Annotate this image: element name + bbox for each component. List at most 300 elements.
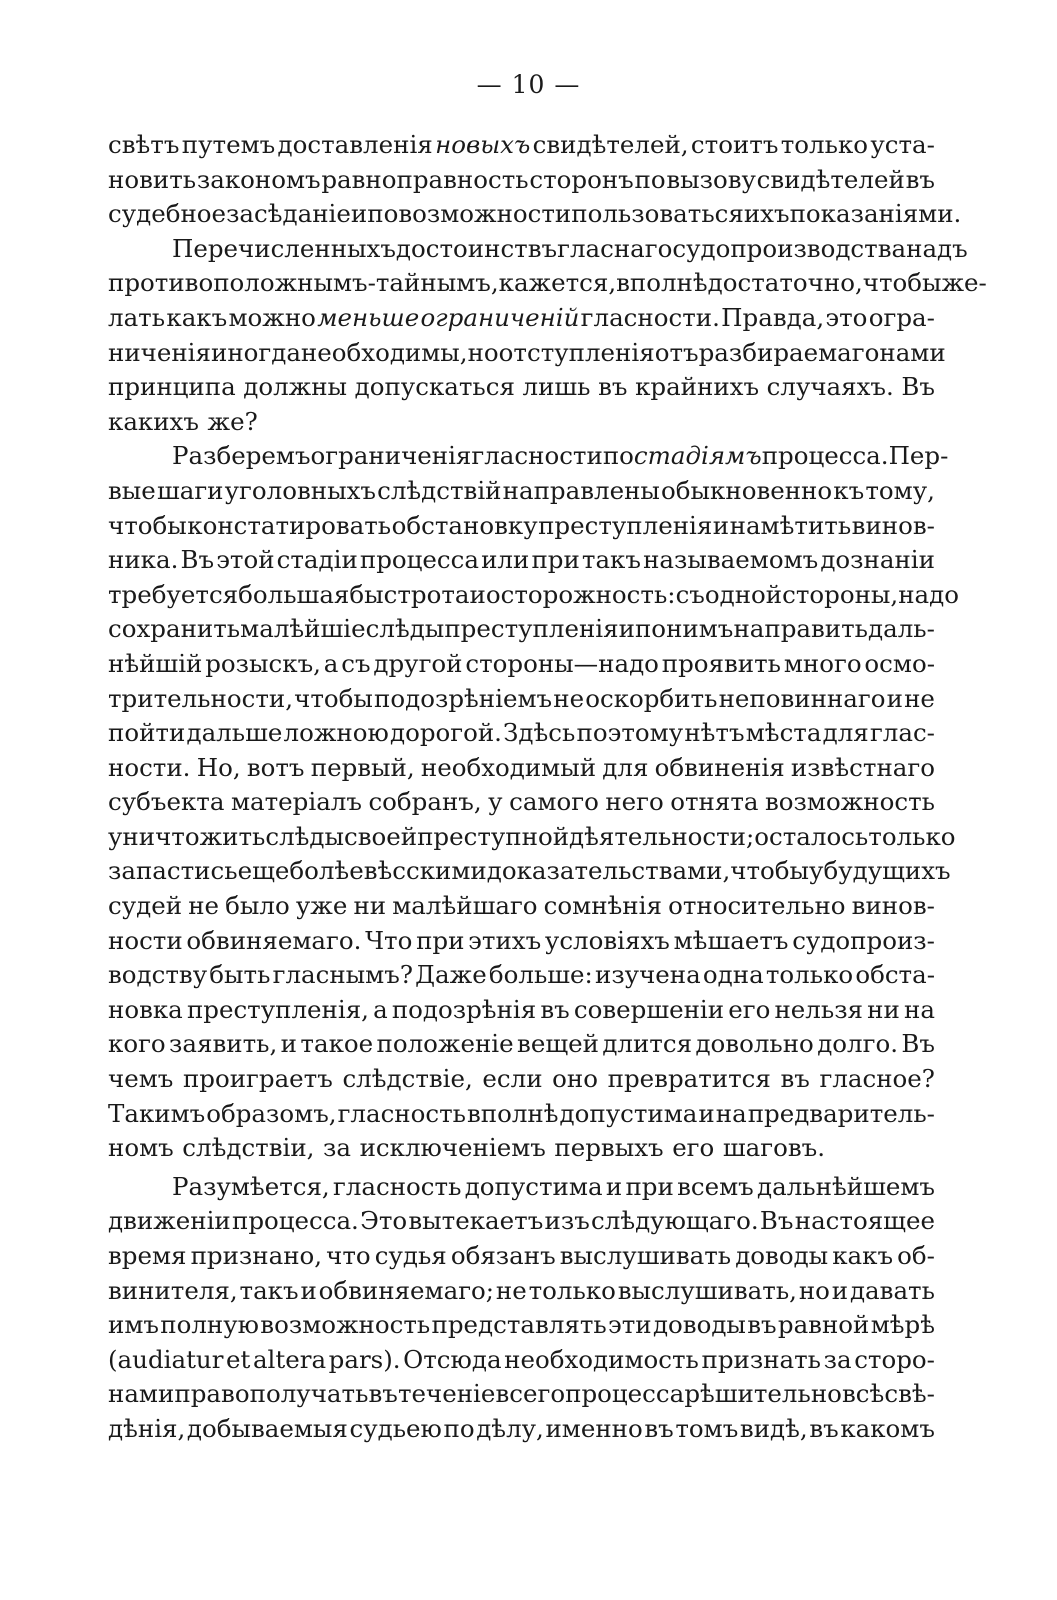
word: Пер-: [888, 441, 949, 471]
word: сомнѣнія: [543, 891, 662, 921]
word: долго.: [817, 1029, 898, 1059]
word: ложною: [283, 718, 389, 748]
word: свѣ-: [884, 1379, 935, 1409]
word: давать: [849, 1275, 935, 1305]
text-line: [108, 612, 935, 647]
word: и: [350, 199, 368, 229]
word: номъ: [108, 1133, 174, 1163]
word: свидѣтелей,: [532, 130, 689, 159]
word: изучена: [594, 960, 701, 990]
word: имъ: [108, 1310, 159, 1340]
word: для: [822, 718, 869, 748]
word: нельзя: [774, 994, 864, 1024]
word: равноправность: [321, 164, 529, 194]
word: преступленія,: [186, 994, 369, 1024]
text-line: [108, 474, 935, 509]
word: въ: [747, 1310, 777, 1340]
word: такъ: [581, 545, 641, 575]
word: винов-: [851, 510, 935, 540]
word: чтобы: [294, 683, 373, 713]
word: Это: [360, 1206, 408, 1236]
word: только: [780, 130, 869, 159]
word: тому,: [865, 475, 935, 505]
word: поэтому: [576, 718, 684, 748]
word: этой: [216, 545, 275, 575]
word: ности.: [108, 752, 191, 782]
word: какъ: [166, 302, 228, 332]
word: лишь: [522, 372, 591, 402]
word: доказательствами,: [486, 856, 731, 886]
word: ограниченія: [310, 441, 472, 471]
word: относительно: [668, 891, 846, 921]
word: право: [174, 1379, 250, 1409]
word: проиграетъ: [182, 1064, 333, 1094]
word: доставленія: [277, 130, 433, 159]
word: Разумѣется,: [172, 1171, 330, 1201]
word: съ: [675, 579, 705, 609]
word: судей: [108, 891, 183, 921]
text-line: [108, 1308, 935, 1343]
word: можно: [228, 302, 316, 332]
word: представлять: [431, 1310, 607, 1340]
word: только: [765, 960, 854, 990]
word: гласное?: [819, 1064, 935, 1094]
word: видѣ,: [739, 1413, 808, 1443]
word: въ: [780, 1064, 810, 1094]
word: преступленія: [538, 510, 713, 540]
word: новить: [108, 164, 197, 194]
word: одна: [702, 960, 764, 990]
word: было: [225, 891, 290, 921]
word: его: [672, 1133, 715, 1163]
word: засѣданіе: [226, 199, 351, 229]
word: дознаніи: [820, 545, 935, 575]
word: на: [715, 1098, 747, 1128]
word: судопроизводства: [672, 233, 907, 263]
word: процесса.: [761, 441, 889, 471]
word: ни: [867, 994, 900, 1024]
text-line: [108, 370, 935, 405]
word: крайнихъ: [635, 372, 760, 402]
word: Разберемъ: [172, 441, 311, 471]
word: надъ: [906, 233, 968, 263]
word: слѣды: [365, 614, 445, 644]
word: свидѣтелей: [756, 164, 905, 194]
word: требуется: [108, 579, 239, 609]
word: чтобы: [108, 510, 187, 540]
word: условіяхъ: [544, 925, 670, 955]
word: по: [367, 199, 399, 229]
text-line: [108, 751, 935, 786]
italic-word: новыхъ: [435, 130, 531, 159]
word: обыкновенно: [661, 475, 833, 505]
text-line: [108, 163, 935, 198]
word: малѣйшаго: [392, 891, 538, 921]
text-line: [108, 1204, 935, 1239]
word: еще: [237, 856, 290, 886]
word: и: [712, 510, 730, 540]
word: первый,: [310, 752, 415, 782]
italic-word: ограниченій: [420, 302, 580, 332]
word: необходимый: [420, 752, 597, 782]
word: обстановку: [391, 510, 538, 540]
word: осталось: [754, 821, 869, 851]
word: превратится: [607, 1064, 771, 1094]
word: ихъ: [743, 199, 790, 229]
word: самого: [509, 787, 599, 817]
word: гласность: [337, 1098, 466, 1128]
word: по: [634, 164, 666, 194]
word: осторожность:: [485, 579, 676, 609]
word: эти: [608, 1310, 652, 1340]
word: чтобы: [730, 856, 810, 886]
text-line: [108, 889, 935, 924]
word: только: [528, 1275, 616, 1305]
word: равной: [777, 1310, 870, 1340]
word: чемъ: [108, 1064, 174, 1094]
word: судьею: [349, 1413, 442, 1443]
word: гласности: [471, 441, 603, 471]
word: быть: [209, 960, 271, 990]
word: въ: [644, 1413, 674, 1443]
word: такъ: [239, 1275, 299, 1305]
word: матеріалъ: [230, 787, 362, 817]
word: Въ: [180, 545, 215, 575]
word: выслушивать,: [617, 1275, 797, 1305]
text-line: [108, 301, 935, 336]
text-line: [108, 509, 935, 544]
word: винителя,: [108, 1275, 238, 1305]
word: лать: [108, 302, 166, 332]
word: необходимость: [504, 1344, 699, 1374]
word: шаги: [156, 475, 224, 505]
word: Въ: [759, 1206, 794, 1236]
word: и: [605, 1171, 623, 1201]
text-line: [108, 1412, 935, 1447]
word: на: [903, 994, 935, 1024]
word: съ: [341, 648, 371, 678]
word: глас-: [869, 718, 935, 748]
word: дѣнія,: [108, 1413, 186, 1443]
word: какъ: [832, 1241, 894, 1270]
word: если: [482, 1064, 543, 1094]
word: положеніе: [376, 1029, 514, 1059]
word: же?: [207, 406, 258, 436]
word: закономъ: [196, 164, 321, 194]
text-line: [108, 682, 935, 717]
word: осмо-: [864, 648, 935, 678]
word: уста-: [870, 130, 935, 159]
word: надо: [898, 579, 959, 609]
text-line: [108, 543, 935, 578]
word: первыхъ: [554, 1133, 664, 1163]
word: процесса.: [231, 1206, 359, 1236]
word: вещей: [517, 1029, 599, 1059]
text-line: [108, 1027, 935, 1062]
word: заявить,: [169, 1029, 278, 1059]
word: нѣтъ: [684, 718, 745, 748]
word: судебное: [108, 199, 227, 229]
italic-word: стадіямъ: [633, 441, 762, 471]
word: должны: [243, 372, 348, 402]
word: противоположнымъ-тайнымъ,: [108, 268, 499, 298]
word: и: [831, 1275, 849, 1305]
word: необходимы,: [300, 337, 468, 367]
word: какомъ: [840, 1413, 935, 1443]
word: не: [904, 683, 935, 713]
word: томъ: [675, 1413, 739, 1443]
word: дѣлу,: [476, 1413, 544, 1443]
word: отнята: [670, 787, 759, 817]
word: вотъ: [246, 752, 305, 782]
word: судья: [374, 1241, 447, 1270]
word: ника.: [108, 545, 179, 575]
text-line: [108, 336, 946, 371]
word: его: [728, 994, 771, 1024]
word: вытекаетъ: [408, 1206, 544, 1236]
word: проявить: [661, 648, 781, 678]
word: констатировать: [187, 510, 392, 540]
text-line: [108, 1131, 935, 1166]
word: нѣйшій: [108, 648, 203, 678]
word: получать: [249, 1379, 369, 1409]
word: сторонъ: [529, 164, 634, 194]
word: движеніи: [108, 1206, 231, 1236]
word: мѣшаетъ: [673, 925, 789, 955]
word: даль-: [868, 614, 935, 644]
word: гласность: [333, 1171, 462, 1201]
word: шаговъ.: [722, 1133, 825, 1163]
word: длится: [602, 1029, 693, 1059]
word: винов-: [851, 891, 935, 921]
word: процесса: [359, 545, 479, 575]
word: что: [326, 1241, 371, 1270]
word: и: [300, 1275, 317, 1305]
word: отъ: [654, 337, 699, 367]
word: возможность: [260, 1310, 431, 1340]
word: гласнаго: [557, 233, 673, 263]
word: дѣятельности;: [569, 821, 755, 851]
word: Здѣсь: [503, 718, 576, 748]
word: принципа: [108, 372, 236, 402]
word: теченіе: [397, 1379, 496, 1409]
word: время: [108, 1241, 187, 1270]
word: направить: [733, 614, 869, 644]
word: и: [618, 614, 635, 644]
word: уголовныхъ: [224, 475, 376, 505]
word: всего: [495, 1379, 566, 1409]
word: одной: [704, 579, 783, 609]
word: въ: [905, 164, 935, 194]
word: не: [495, 1275, 527, 1305]
word: большая: [238, 579, 350, 609]
word: новка: [108, 994, 183, 1024]
word: свѣтъ: [108, 130, 180, 159]
text-line: [108, 232, 968, 267]
word: et: [226, 1344, 251, 1374]
word: въ: [540, 994, 570, 1024]
word: Отсюда: [403, 1344, 502, 1374]
word: извѣстнаго: [790, 752, 935, 782]
word: намѣтить: [729, 510, 852, 540]
word: и: [469, 579, 486, 609]
word: преступной: [417, 821, 570, 851]
word: мѣрѣ: [870, 1310, 935, 1340]
text-line: [108, 578, 959, 613]
word: огра-: [868, 302, 935, 332]
word: него: [605, 787, 664, 817]
word: всѣ: [842, 1379, 885, 1409]
word: у: [809, 856, 824, 886]
word: вые: [108, 475, 156, 505]
word: и: [698, 1098, 715, 1128]
word: сохранить: [108, 614, 241, 644]
word: не: [553, 683, 585, 713]
word: иногда: [210, 337, 301, 367]
word: Въ: [901, 1029, 935, 1059]
word: пользоваться: [571, 199, 744, 229]
word: altera: [252, 1344, 327, 1374]
text-line: [108, 924, 935, 959]
word: слѣдующаго.: [591, 1206, 759, 1236]
word: больше:: [488, 960, 593, 990]
word: болѣе: [289, 856, 364, 886]
word: допускаться: [354, 372, 515, 402]
word: добываемыя: [186, 1413, 348, 1443]
word: направлены: [502, 475, 660, 505]
word: малѣйшіе: [240, 614, 366, 644]
word: и: [886, 683, 903, 713]
word: по: [443, 1413, 475, 1443]
word: возможности: [398, 199, 572, 229]
word: запастись: [108, 856, 238, 886]
word: въ: [368, 1379, 398, 1409]
word: собранъ,: [368, 787, 482, 817]
word: но: [467, 337, 499, 367]
word: много: [783, 648, 862, 678]
word: исключеніемъ: [359, 1133, 546, 1163]
word: а: [323, 648, 339, 678]
word: при: [416, 925, 465, 955]
word: но: [798, 1275, 830, 1305]
word: сторо-: [854, 1344, 935, 1374]
word: называемомъ: [643, 545, 819, 575]
word: ниченія: [108, 337, 211, 367]
text-line: [108, 820, 956, 855]
word: кажется,: [498, 268, 617, 298]
word: признано,: [190, 1241, 323, 1270]
word: пойти: [108, 718, 186, 748]
word: показаніями.: [789, 199, 962, 229]
word: оно: [552, 1064, 599, 1094]
word: нами: [108, 1379, 175, 1409]
word: обвиняемаго;: [318, 1275, 495, 1305]
word: достаточно,: [707, 268, 863, 298]
word: ни: [353, 891, 387, 921]
text-line: [108, 439, 949, 474]
word: розыскъ,: [205, 648, 321, 678]
word: вполнѣ: [616, 268, 708, 298]
word: же-: [941, 268, 987, 298]
word: въ: [809, 1413, 839, 1443]
word: въ: [598, 372, 628, 402]
word: этихъ: [468, 925, 542, 955]
word: об-: [897, 1241, 935, 1270]
word: подозрѣнія: [391, 994, 537, 1024]
word: настоящее: [794, 1206, 935, 1236]
text-line: [108, 1170, 935, 1205]
word: Правда,: [721, 302, 825, 332]
word: уничтожить: [108, 821, 266, 851]
word: и: [280, 1029, 298, 1059]
word: Въ: [901, 372, 935, 402]
word: кого: [108, 1029, 166, 1059]
text-line: [108, 197, 962, 232]
text-line: [108, 993, 935, 1028]
word: это: [825, 302, 868, 332]
word: водству: [108, 960, 208, 990]
word: обвиненія: [654, 752, 785, 782]
text-line: [108, 405, 935, 440]
word: неповиннаго: [718, 683, 886, 713]
word: мѣста: [745, 718, 822, 748]
text-line: [108, 266, 987, 301]
word: уже: [295, 891, 348, 921]
word: вѣсскими: [363, 856, 487, 886]
word: полную: [160, 1310, 259, 1340]
page-number: — 10 —: [476, 70, 581, 99]
word: гласности.: [580, 302, 720, 332]
word: доводы: [735, 1241, 829, 1270]
word: подозрѣніемъ: [374, 683, 553, 713]
word: отступленія: [498, 337, 655, 367]
text-line: [108, 854, 951, 889]
word: вызову: [666, 164, 756, 194]
word: а: [373, 994, 388, 1024]
word: будущихъ: [823, 856, 951, 886]
word: процесса: [565, 1379, 685, 1409]
word: слѣдствій: [377, 475, 502, 505]
word: за: [823, 1344, 852, 1374]
text-line: [108, 1062, 935, 1097]
text-line: [108, 716, 935, 751]
word: pars).: [328, 1344, 401, 1374]
word: довольно: [695, 1029, 814, 1059]
word: допустима: [464, 1171, 603, 1201]
word: субъекта: [108, 787, 225, 817]
word: изъ: [544, 1206, 590, 1236]
word: Перечисленныхъ: [172, 233, 396, 263]
word: нами: [879, 337, 946, 367]
word: дальнѣйшемъ: [757, 1171, 935, 1201]
text-line: [108, 128, 935, 163]
word: для: [602, 752, 649, 782]
word: стоитъ: [690, 130, 779, 159]
word: предваритель-: [747, 1098, 935, 1128]
word: случаяхъ.: [766, 372, 894, 402]
word: достоинствъ: [395, 233, 558, 263]
word: только: [868, 821, 956, 851]
word: рѣшительно: [684, 1379, 842, 1409]
text-line: [108, 958, 935, 993]
text-line: [108, 1274, 935, 1309]
word: такое: [300, 1029, 374, 1059]
word: своей: [344, 821, 418, 851]
word: Даже: [415, 960, 487, 990]
word: быстрота: [349, 579, 470, 609]
word: возможность: [765, 787, 935, 817]
word: при: [531, 545, 580, 575]
